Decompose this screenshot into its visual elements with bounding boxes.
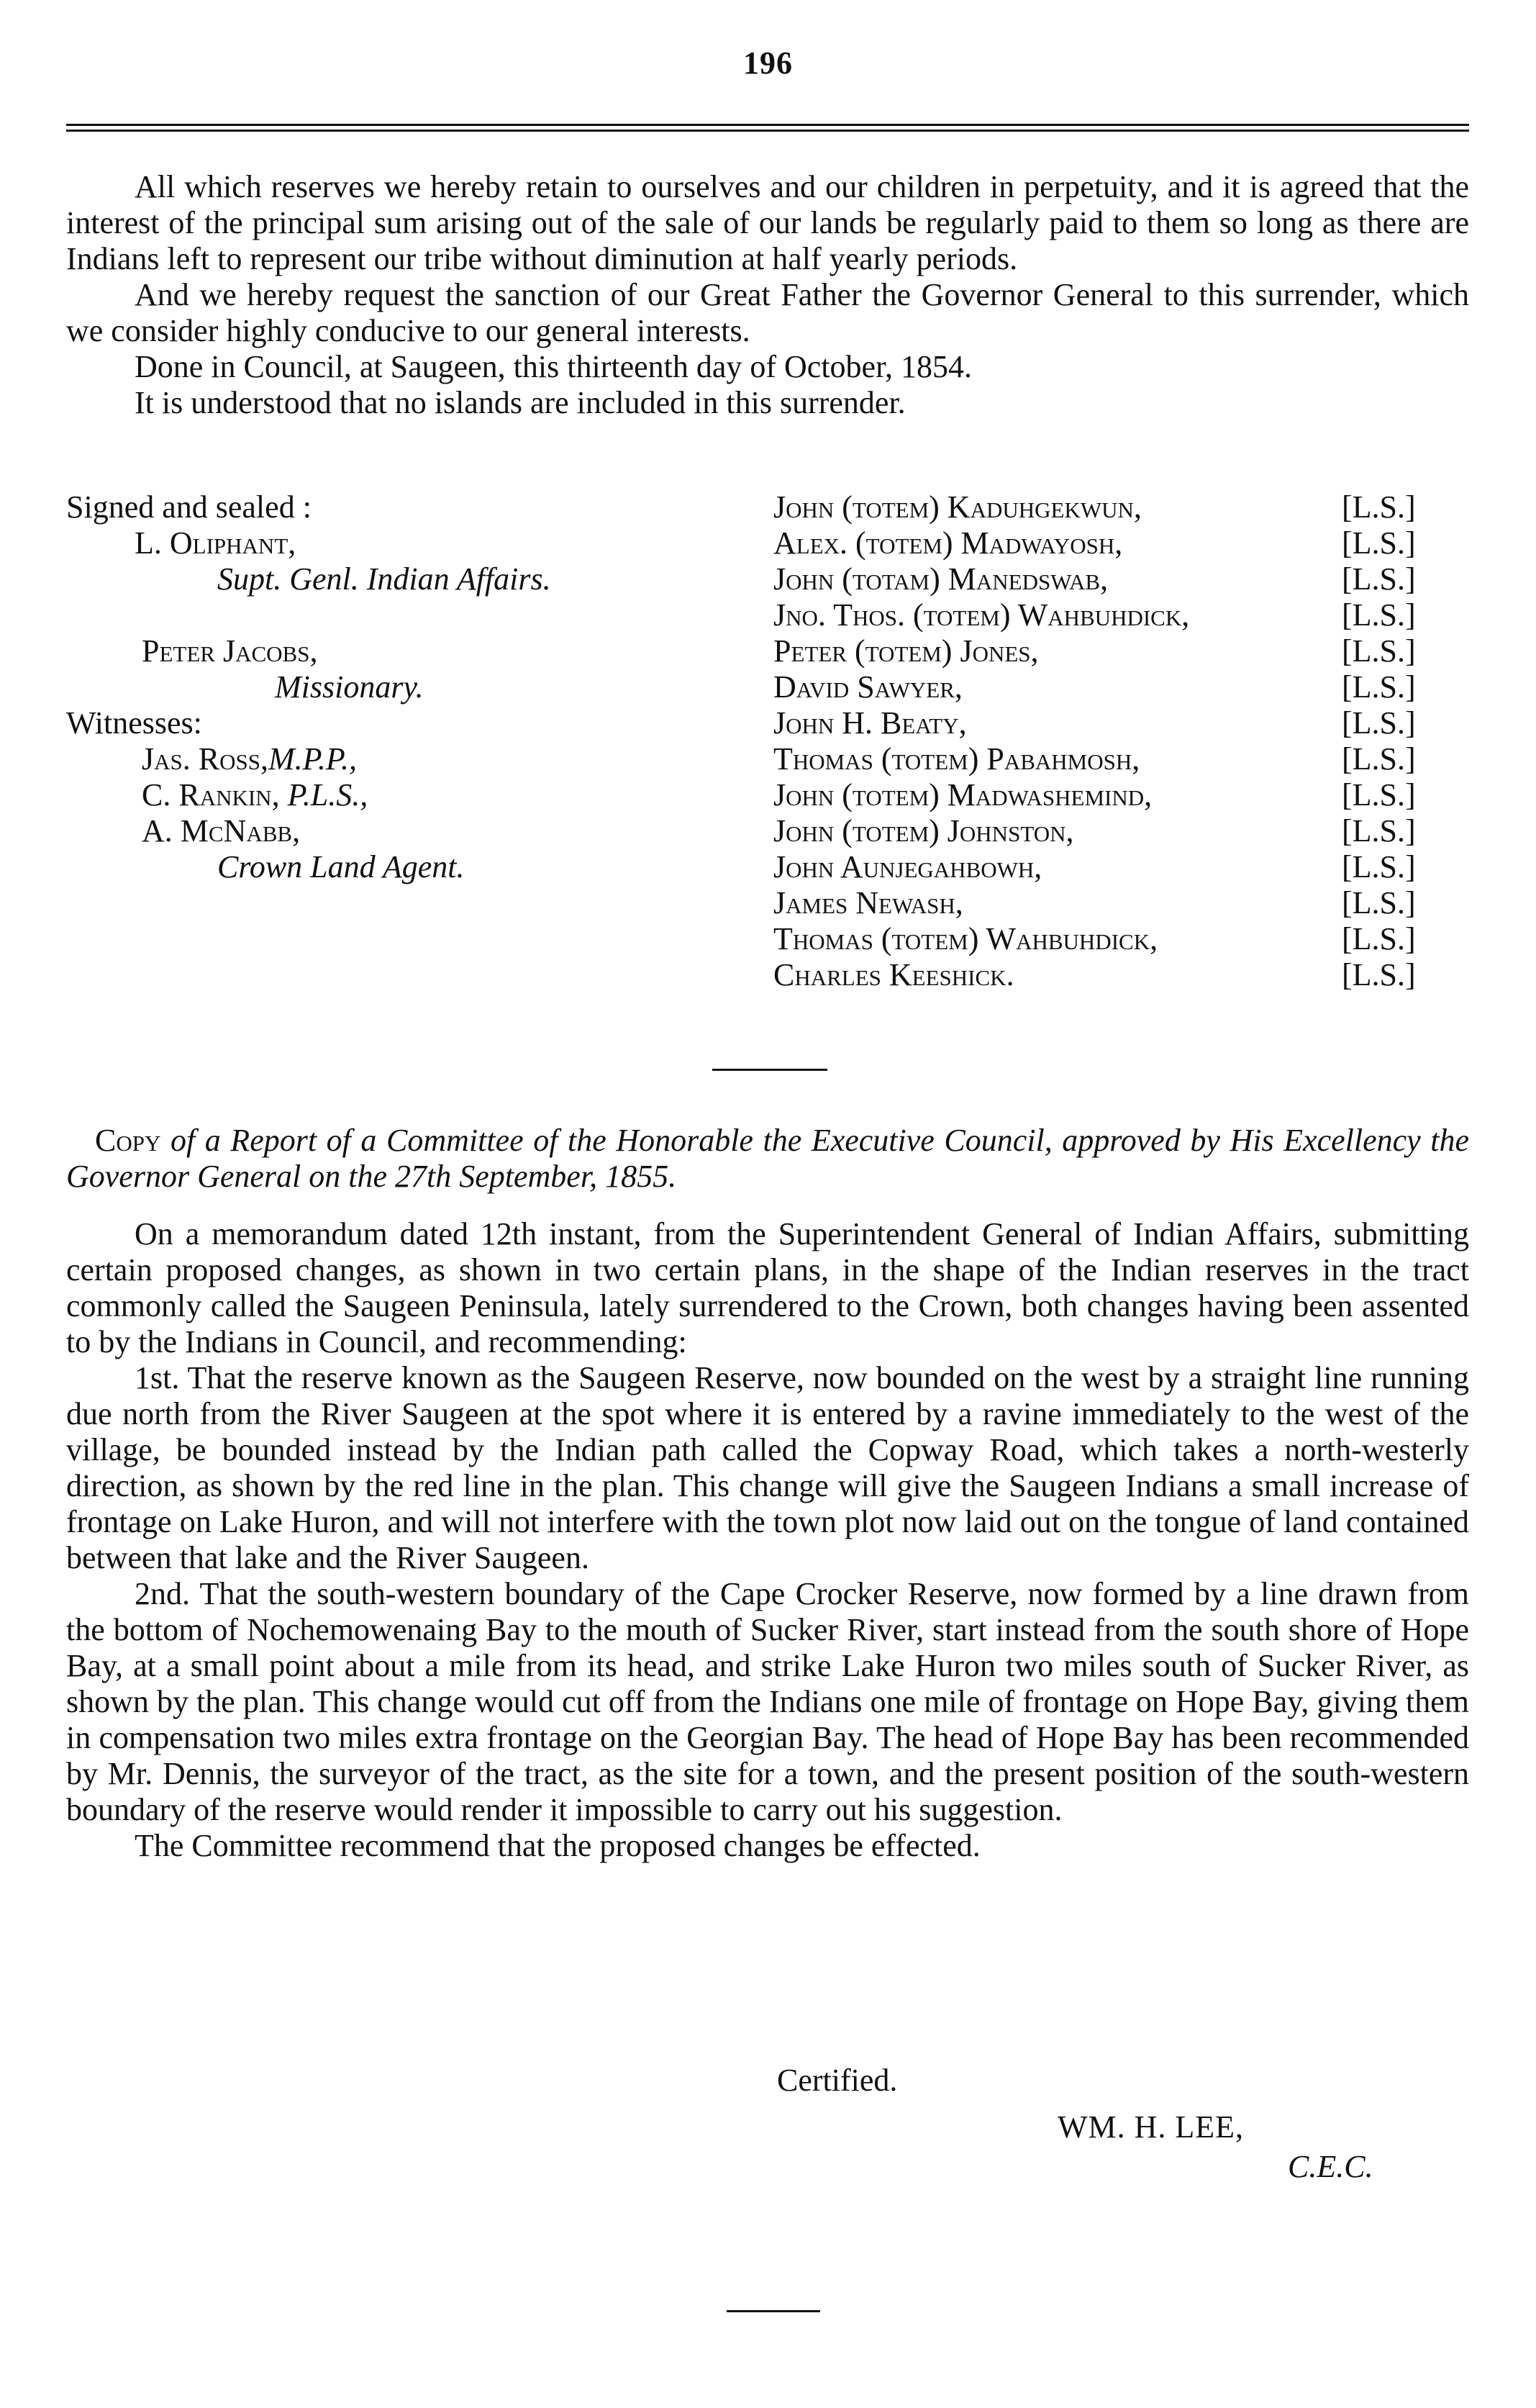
seal-mark: [L.S.] [1342,597,1416,633]
signatory-name: Peter (totem) Jones, [773,633,1039,669]
signatory-row [773,489,1478,525]
spacer [66,597,714,633]
signatory-row [773,957,1478,993]
signatory-name: Thomas (totem) Wahbuhdick, [773,921,1158,956]
opening-text [66,169,1469,421]
paragraph: Done in Council, at Saugeen, this thirteenth day of October, 1854. [135,349,972,384]
paragraph: The Committee recommend that the proposed changes be effected. [135,1828,981,1863]
official-name: L. Oliphant, [135,525,296,561]
signatory-row [773,921,1478,957]
paragraph: All which reserves we hereby retain to ourselves and our children in perpetuity, and it is agreed that the interest of the principal sum arising out of the sale of our lands be regularly paid to them so long as there are Indians left to represent our tribe without diminution at half yearly periods. [66,169,1469,276]
witness-name: A. McNabb, [142,813,301,848]
seal-mark: [L.S.] [1342,957,1416,992]
seal-mark: [L.S.] [1342,741,1416,777]
header-rule [66,124,1469,126]
witnesses-label: Witnesses: [66,705,202,741]
signatory-row [773,633,1478,669]
signatory-name: Charles Keeshick. [773,957,1014,992]
paragraph: 1st. That the reserve known as the Saugeen Reserve, now bounded on the west by a straight line running due north from the River Saugeen at the spot where it is entered by a ravine immediately to the west of the village, be bounded instead by the Indian path called the Copway Road, which takes a north-westerly direction, as shown by the red line in the plan. This change will give the Saugeen Indians a small increase of frontage on Lake Huron, and will not interfere with the town plot now laid out on the tongue of land contained between that lake and the River Saugeen. [66,1360,1469,1575]
signer-title: C.E.C. [1288,2149,1373,2184]
signatory-row [773,885,1478,921]
report-heading [66,1123,1469,1195]
seal-mark: [L.S.] [1342,885,1416,920]
signatory-name: John (totem) Johnston, [773,813,1074,848]
signatory-row [773,525,1478,561]
page-number: 196 [743,45,793,81]
paragraph: 2nd. That the south-western boundary of the Cape Crocker Reserve, now formed by a line drawn from the bottom of Nochemowenaing Bay to the mouth of Sucker River, start instead from the south shore of Hope Bay, at a small point about a mile from its head, and strike Lake Huron two miles south of Sucker River, as shown by the plan. This change would cut off from the Indians one mile of frontage on Hope Bay, giving them in compensation two miles extra frontage on the Georgian Bay. The head of Hope Bay has been recommended by Mr. Dennis, the surveyor of the tract, as the site for a town, and the present position of the south-western boundary of the reserve would render it impossible to carry out his suggestion. [66,1576,1469,1827]
seal-mark: [L.S.] [1342,813,1416,848]
official-title: Missionary. [275,669,424,705]
signatory-name: John (totam) Manedswab, [773,561,1109,597]
signatory-name: John (totem) Madwashemind, [773,777,1153,813]
signatory-name: James Newash, [773,885,963,920]
seal-mark: [L.S.] [1342,561,1416,597]
witness-name: Jas. Ross, [142,741,268,777]
signatory-row [773,741,1478,777]
witness [66,741,714,777]
paragraph: On a memorandum dated 12th instant, from the Superintendent General of Indian Affairs, submitting certain proposed changes, as shown in two certain plans, in the shape of the Indian reserves in the tract commonly called the Saugeen Peninsula, lately surrendered to the Crown, both changes having been assented to by the Indians in Council, and recommending: [66,1216,1469,1359]
header-rule [66,130,1469,132]
witness-title: Crown Land Agent. [217,849,465,884]
heading-text: of a Report of a Committee of the Honorable the Executive Council, approved by His Excellency the Governor General on the 27th September, 1855. [66,1123,1470,1194]
signing-officials [66,489,714,885]
signatory-name: Alex. (totem) Madwayosh, [773,525,1123,561]
section-divider [712,1069,827,1071]
signatory-row [773,561,1478,597]
witness-title: P.L.S., [287,777,368,813]
signatory-name: David Sawyer, [773,669,963,705]
seal-mark: [L.S.] [1342,921,1416,956]
paragraph: It is understood that no islands are included in this surrender. [135,385,906,420]
seal-mark: [L.S.] [1342,633,1416,669]
signed-and-sealed-label: Signed and sealed : [66,489,312,525]
seal-mark: [L.S.] [1342,669,1416,705]
seal-mark: [L.S.] [1342,705,1416,741]
page-end-divider [727,2310,820,2312]
signatory-name: John H. Beaty, [773,705,967,741]
signatories-list [773,489,1478,993]
signatory-row [773,669,1478,705]
witness-name: C. Rankin, [142,777,280,813]
official-name: Peter Jacobs, [142,633,318,669]
certified-label: Certified. [777,2063,898,2098]
signatory-row [773,705,1478,741]
seal-mark: [L.S.] [1342,777,1416,813]
witness [66,777,714,813]
seal-mark: [L.S.] [1342,849,1416,884]
official-title: Supt. Genl. Indian Affairs. [217,561,551,597]
signer-name: WM. H. LEE, [1058,2109,1245,2145]
signatory-name: John (totem) Kaduhgekwun, [773,489,1142,525]
signatory-row [773,777,1478,813]
seal-mark: [L.S.] [1342,525,1416,561]
signatory-name: John Aunjegahbowh, [773,849,1042,884]
signatory-name: Jno. Thos. (totem) Wahbuhdick, [773,597,1190,633]
signatory-row [773,849,1478,885]
report-text [66,1216,1469,1864]
signatory-row [773,813,1478,849]
heading-copy-word: Copy [95,1123,161,1158]
signatory-row [773,597,1478,633]
signatory-name: Thomas (totem) Pabahmosh, [773,741,1140,777]
paragraph: And we hereby request the sanction of our Great Father the Governor General to this surrender, which we consider highly conducive to our general interests. [66,277,1469,348]
witness-title: M.P.P., [268,741,358,777]
seal-mark: [L.S.] [1342,489,1416,525]
